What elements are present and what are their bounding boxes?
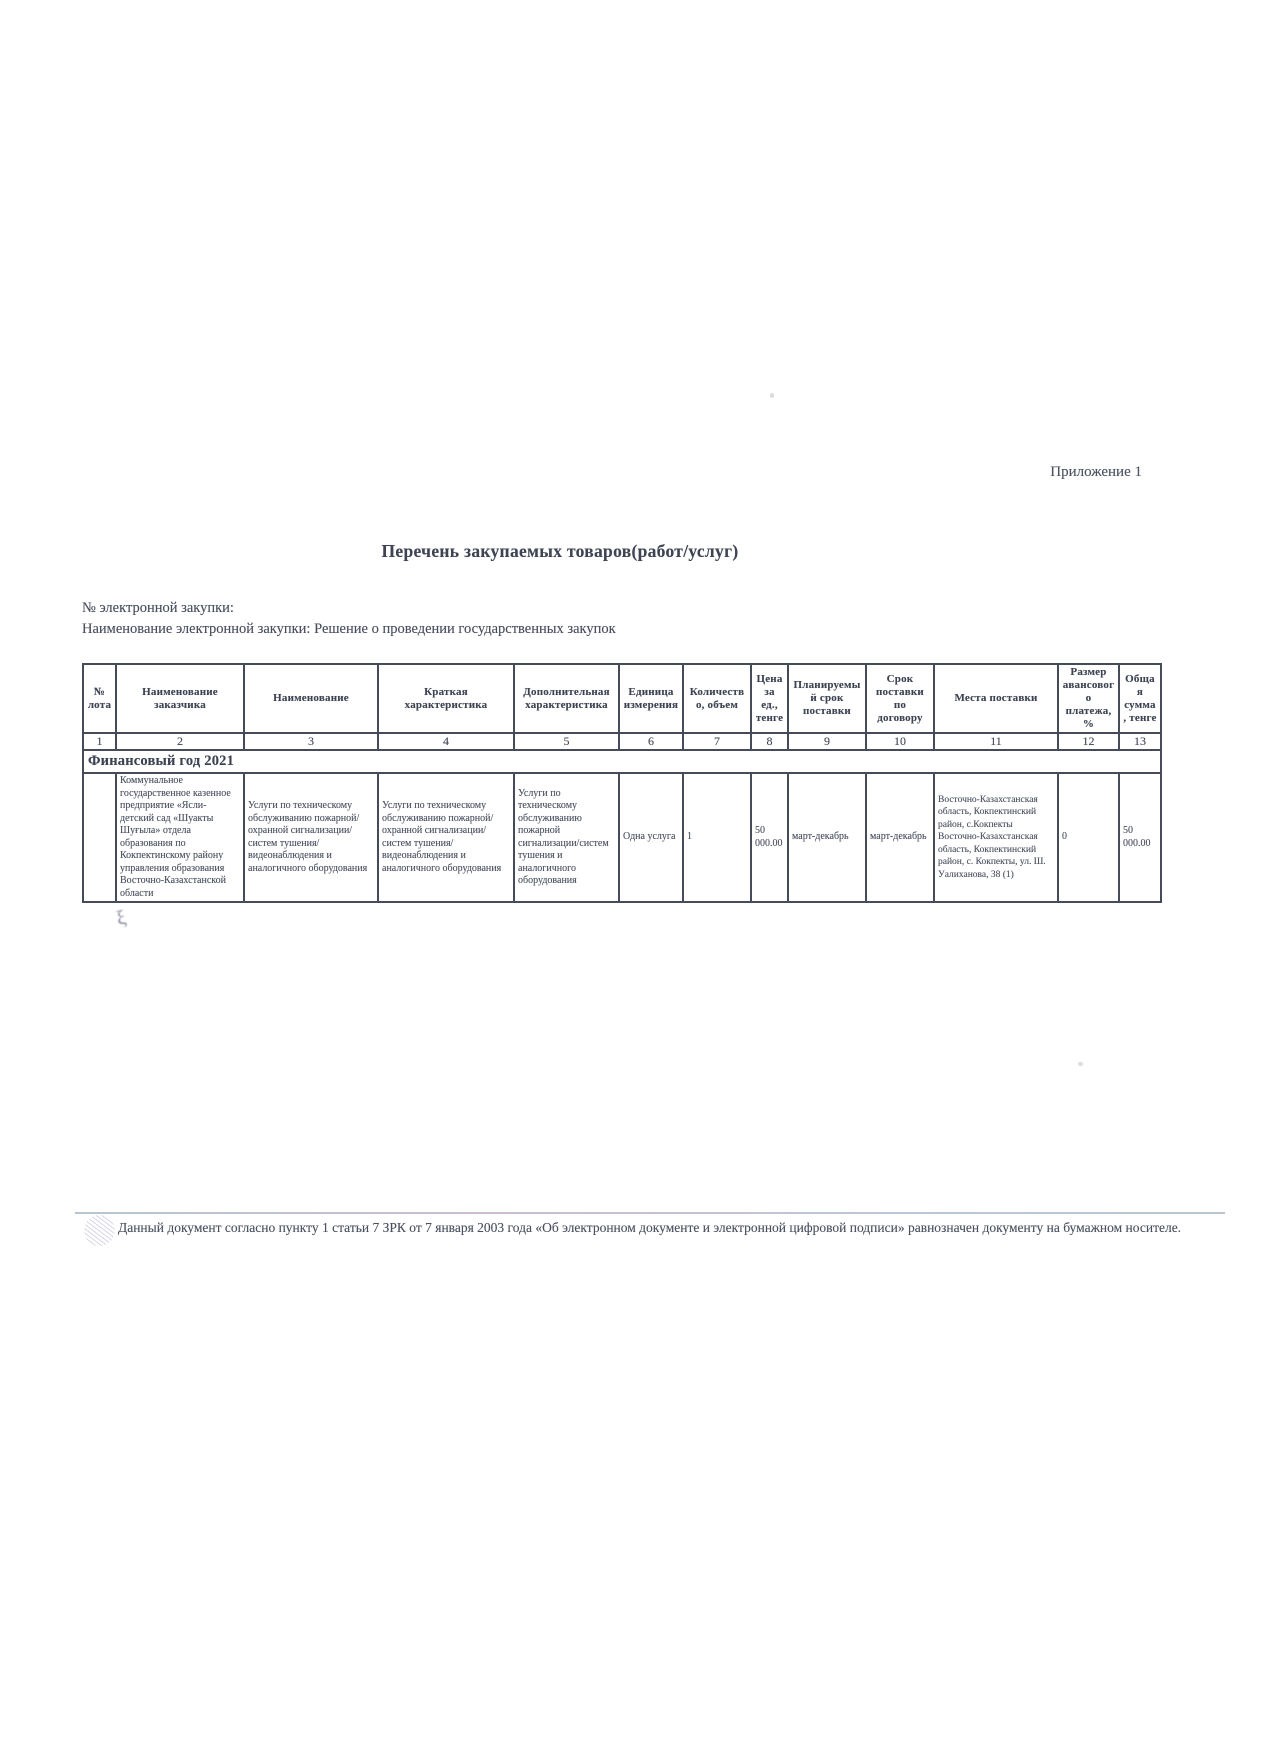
col-num-4: 4 bbox=[378, 733, 514, 750]
col-num-1: 1 bbox=[83, 733, 116, 750]
purchase-name-line: Наименование электронной закупки: Решение о проведении государственных закупок bbox=[82, 621, 616, 637]
cell-unit-price: 50 000.00 bbox=[751, 773, 788, 902]
seal-stamp-icon bbox=[82, 1213, 117, 1248]
col-header-total: Общая сумма, тенге bbox=[1119, 664, 1161, 733]
col-num-8: 8 bbox=[751, 733, 788, 750]
col-header-planned-term: Планируемый срок поставки bbox=[788, 664, 866, 733]
col-num-6: 6 bbox=[619, 733, 683, 750]
col-header-contract-term: Срок поставки по договору bbox=[866, 664, 934, 733]
cell-name: Услуги по техническому обслуживанию пожарной/охранной сигнализации/систем тушения/видеонаблюдения и аналогичного оборудования bbox=[244, 773, 378, 902]
col-header-places: Места поставки bbox=[934, 664, 1058, 733]
cell-lot-number bbox=[83, 773, 116, 902]
col-header-advance: Размер авансового платежа, % bbox=[1058, 664, 1119, 733]
col-header-customer: Наименование заказчика bbox=[116, 664, 244, 733]
col-num-9: 9 bbox=[788, 733, 866, 750]
scan-speck-artifact bbox=[770, 393, 774, 398]
col-num-7: 7 bbox=[683, 733, 751, 750]
col-num-11: 11 bbox=[934, 733, 1058, 750]
scan-speck-artifact bbox=[1078, 1062, 1083, 1066]
cell-additional-characteristic: Услуги по техническому обслуживанию пожарной сигнализации/систем тушения и аналогичного оборудования bbox=[514, 773, 619, 902]
col-header-name: Наименование bbox=[244, 664, 378, 733]
col-num-12: 12 bbox=[1058, 733, 1119, 750]
purchase-number-line: № электронной закупки: bbox=[82, 600, 234, 616]
col-header-unit: Единица измерения bbox=[619, 664, 683, 733]
scan-smudge-artifact: ξ bbox=[114, 906, 129, 930]
cell-brief-characteristic: Услуги по техническому обслуживанию пожарной/охранной сигнализации/систем тушения/видеонаблюдения и аналогичного оборудования bbox=[378, 773, 514, 902]
table-row bbox=[83, 773, 1161, 902]
cell-customer: Коммунальное государственное казенное предприятие «Ясли-детский сад «Шуакты Шуғыла» отдела образования по Кокпектинскому району управления образования Восточно-Казахстанской области bbox=[116, 773, 244, 902]
cell-delivery-places: Восточно-Казахстанская область, Кокпектинский район, с.Кокпекты Восточно-Казахстанская область, Кокпектинский район, с. Кокпекты, ул. Ш. Уалиханова, 38 (1) bbox=[934, 773, 1058, 902]
procurement-table bbox=[82, 663, 1162, 903]
annex-label: Приложение 1 bbox=[1050, 464, 1142, 480]
cell-contract-term: март-декабрь bbox=[866, 773, 934, 902]
cell-quantity: 1 bbox=[683, 773, 751, 902]
cell-total-sum: 50 000.00 bbox=[1119, 773, 1161, 902]
col-header-quantity: Количество, объем bbox=[683, 664, 751, 733]
page-title: Перечень закупаемых товаров(работ/услуг) bbox=[381, 541, 739, 561]
column-number-row bbox=[83, 733, 1161, 750]
table-header-row bbox=[83, 664, 1161, 733]
cell-unit: Одна услуга bbox=[619, 773, 683, 902]
col-header-brief: Краткая характеристика bbox=[378, 664, 514, 733]
footer-legal-note: Данный документ согласно пункту 1 статьи 7 ЗРК от 7 января 2003 года «Об электронном документе и электронной цифровой подписи» равнозначен документу на бумажном носителе. bbox=[118, 1220, 1182, 1235]
col-header-additional: Дополнительная характеристика bbox=[514, 664, 619, 733]
col-num-10: 10 bbox=[866, 733, 934, 750]
col-header-lot: № лота bbox=[83, 664, 116, 733]
col-header-price: Цена за ед., тенге bbox=[751, 664, 788, 733]
cell-advance-percent: 0 bbox=[1058, 773, 1119, 902]
footer-divider bbox=[75, 1212, 1225, 1214]
col-num-3: 3 bbox=[244, 733, 378, 750]
cell-planned-term: март-декабрь bbox=[788, 773, 866, 902]
col-num-5: 5 bbox=[514, 733, 619, 750]
col-num-2: 2 bbox=[116, 733, 244, 750]
col-num-13: 13 bbox=[1119, 733, 1161, 750]
fiscal-year-section-row bbox=[83, 750, 1161, 773]
fiscal-year-label: Финансовый год 2021 bbox=[83, 750, 1161, 773]
